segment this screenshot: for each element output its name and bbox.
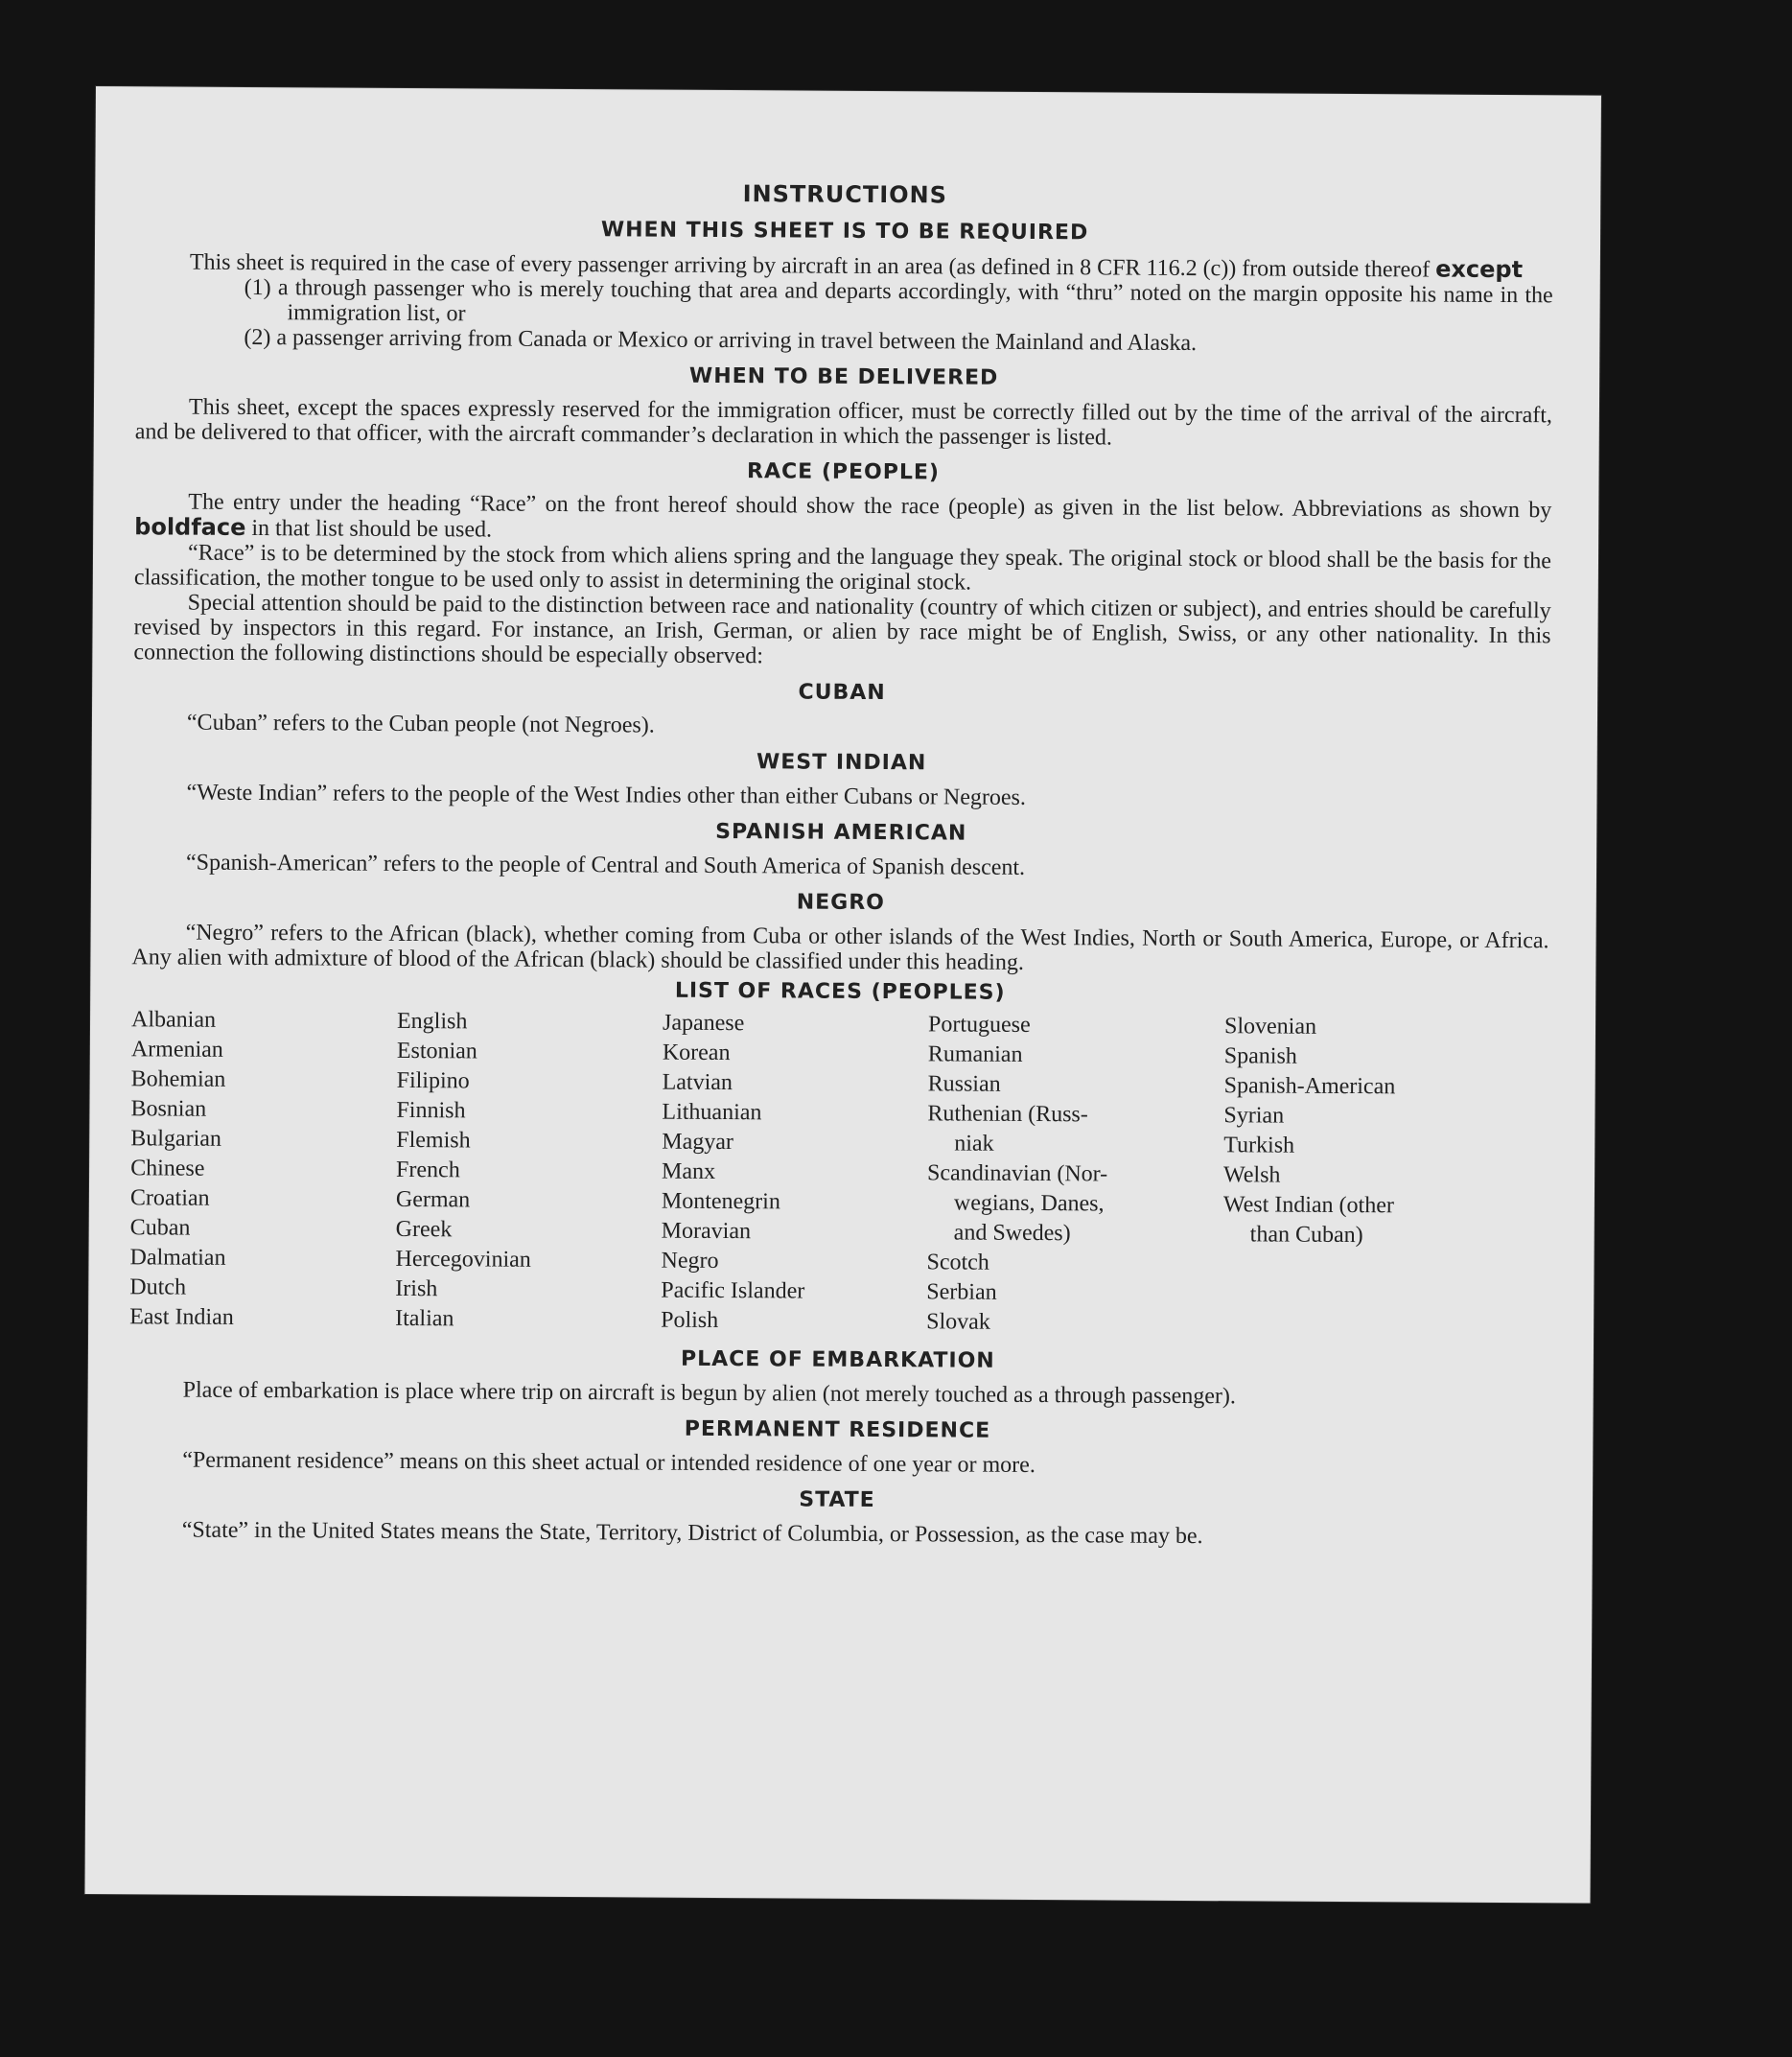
section-heading-required: WHEN THIS SHEET IS TO BE REQUIRED [600,218,1089,245]
race-item: Scandinavian (Nor- [927,1160,1108,1187]
races-list [129,1005,1548,1341]
race-item: Bosnian [130,1096,207,1122]
race-item-continuation: than Cuban) [1249,1222,1363,1249]
required-item-1: (1) a through passenger who is merely touching that area and departs accordingly, with “thru” noted on the margin opposite his name in the immigration list, or [244,274,1553,327]
race-paragraph-3: Special attention should be paid to the distinction between race and nationality (country of which citizen or subject), and entries should be carefully revised by inspectors in this regard. For instance, an Irish, German, or alien by race might be of English, Swiss, or any other nationality. In this connection the following distinctions should be especially observed: [133,590,1551,669]
cuban-text: “Cuban” refers to the Cuban people (not Negroes). [186,710,655,738]
spanish-american-text: “Spanish-American” refers to the people of Central and South America of Spanish descent. [185,850,1026,880]
state-text: “State” in the United States means the State, Territory, District of Columbia, or Possession, as the case may be. [181,1517,1203,1550]
race-item: Latvian [662,1069,733,1096]
races-column-5 [1222,1012,1512,1341]
race-item-continuation: and Swedes) [953,1220,1071,1247]
race-item: Estonian [396,1038,477,1064]
west-indian-text: “Weste Indian” refers to the people of the West Indies other than either Cubans or Negroes. [186,780,1026,810]
race-item: Slovenian [1223,1014,1317,1040]
boldface-keyword: boldface [134,513,246,541]
residence-text: “Permanent residence” means on this sheet actual or intended residence of one year or more. [182,1447,1036,1479]
race-item-continuation: wegians, Danes, [953,1190,1105,1217]
race-item: Albanian [130,1007,217,1033]
race-item: Korean [662,1040,731,1066]
races-column-2 [395,1007,663,1336]
section-heading-state: STATE [799,1487,875,1512]
section-heading-delivered: WHEN TO BE DELIVERED [688,363,999,390]
race-item: Ruthenian (Russ- [927,1101,1088,1128]
race-item: Finnish [396,1097,466,1124]
race-item: Cuban [129,1215,191,1241]
races-column-3 [661,1009,928,1338]
race-item: German [395,1186,471,1213]
race-item: East Indian [129,1304,234,1330]
race-item: Japanese [662,1010,745,1037]
race-item: Negro [661,1248,719,1274]
race-item: Turkish [1223,1133,1295,1158]
race-item: Hercegovinian [395,1246,531,1273]
race-item: Chinese [130,1156,205,1181]
race-item: Bulgarian [130,1126,222,1152]
race-item: Syrian [1223,1103,1285,1129]
race-item: Rumanian [927,1041,1023,1067]
race-item: Croatian [129,1185,210,1211]
section-heading-cuban: CUBAN [798,680,886,706]
race-item: Italian [395,1305,454,1332]
required-item-2: (2) a passenger arriving from Canada or Mexico or arriving in travel between the Mainland and Alaska. [244,324,1198,357]
race-item: Welsh [1223,1162,1281,1188]
race-item: Montenegrin [661,1188,780,1215]
race-item: French [396,1157,460,1183]
race-item: Dutch [129,1274,187,1300]
race-item-continuation: niak [954,1131,994,1157]
delivered-text: This sheet, except the spaces expressly reserved for the immigration officer, must be correctly filled out by the time of the arrival of the aircraft, and be delivered to that officer, with the aircraft commander’s declaration in which the passenger is listed. [134,394,1553,451]
race-item: Pacific Islander [661,1277,805,1304]
race-item: Filipino [396,1067,470,1094]
section-heading-race: RACE (PEOPLE) [747,459,941,485]
races-column-1 [129,1005,397,1334]
instructions-content [128,176,1554,1551]
section-heading-west-indian: WEST INDIAN [756,750,927,776]
race-item: Moravian [661,1218,752,1245]
negro-text: “Negro” refers to the African (black), whether coming from Cuba or other islands of the West Indies, North or South America, Europe, or Africa. Any alien with admixture of blood of the African (black) should be classified under this heading. [131,920,1549,975]
race-item: West Indian (other [1222,1192,1394,1219]
race-item: Lithuanian [662,1099,762,1126]
race-item: Flemish [396,1127,471,1154]
race-item: Armenian [130,1037,223,1063]
race-item: Manx [662,1158,716,1184]
race-paragraph-2: “Race” is to be determined by the stock from which aliens spring and the language they speak. The original stock or blood shall be the basis for the classification, the mother tongue to be used only to assist in determining the original stock. [133,540,1552,596]
race-item: Slovak [926,1309,990,1335]
races-column-4 [926,1010,1224,1339]
race-item: Portuguese [927,1012,1031,1038]
page-title: INSTRUCTIONS [742,180,948,209]
race-item: Magyar [662,1129,734,1156]
section-heading-negro: NEGRO [796,890,885,916]
except-keyword: except [1435,255,1524,284]
section-heading-list-of-races: LIST OF RACES (PEOPLES) [674,978,1006,1005]
section-heading-spanish-american: SPANISH AMERICAN [715,819,967,846]
race-item: Irish [395,1275,438,1302]
section-heading-residence: PERMANENT RESIDENCE [684,1416,991,1443]
race-item: Polish [661,1307,719,1333]
race-item: Scotch [926,1250,989,1275]
race-item: English [396,1008,468,1035]
race-paragraph-1: The entry under the heading “Race” on the front hereof should show the race (people) as given in the list below. Abbreviations as shown by boldface in that list should be used. [134,489,1552,543]
race-item: Greek [395,1216,453,1243]
document-page [84,86,1600,1904]
race-item: Russian [927,1071,1001,1097]
race-item: Bohemian [130,1066,226,1092]
race-item: Spanish [1223,1043,1297,1069]
race-item: Dalmatian [129,1245,226,1271]
embarkation-text: Place of embarkation is place where trip on aircraft is begun by alien (not merely touched as a through passenger). [182,1377,1237,1410]
race-item: Serbian [926,1279,997,1305]
required-intro: This sheet is required in the case of every passenger arriving by aircraft in an area (as defined in 8 CFR 116.2 (c)) from outside thereof except [189,249,1524,284]
section-heading-embarkation: PLACE OF EMBARKATION [680,1346,995,1373]
race-item: Spanish-American [1223,1073,1396,1100]
